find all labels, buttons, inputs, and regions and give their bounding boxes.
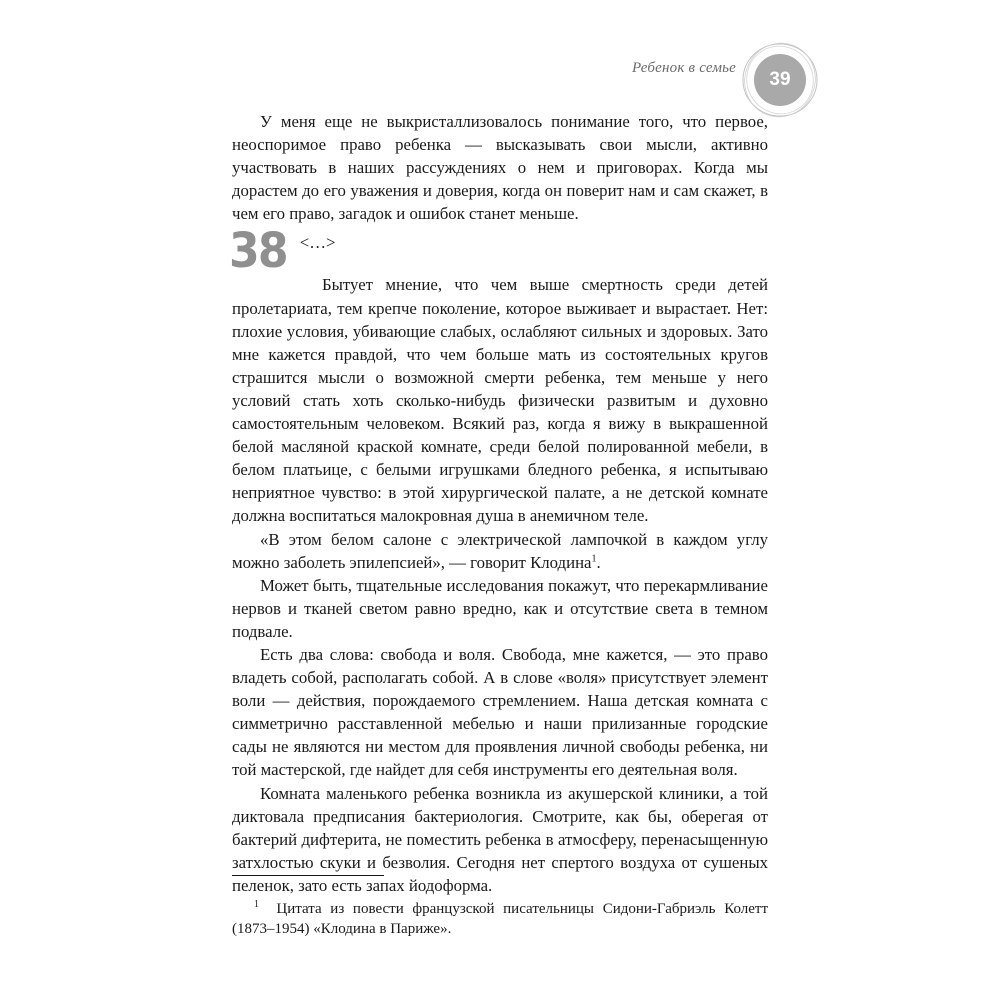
page-header [0, 40, 820, 100]
section-heading [229, 223, 768, 280]
section-number: 38 [229, 223, 287, 280]
section-paragraph-3: Может быть, тщательные исследования покажут, что перекармливание нервов и тканей светом равно вредно, как и отсутствие света в темном подвале. [232, 575, 768, 641]
running-title: Ребенок в семье [631, 60, 736, 76]
page-number-badge [740, 40, 820, 120]
footnote [232, 899, 768, 939]
section-paragraph-1: Бытует мнение, что чем выше смертность среди детей пролетариата, тем крепче поколение, которое выживает и вырастает. Нет: плохие условия, убивающие слабых, ослабляют сильных и здоровых. Зато мне кажется правдой, что чем больше мать из состоятельных кругов страшится мысли о возможной смерти ребенка, тем меньше у него условий стать хоть сколько-нибудь физически развитым и духовно самостоятельным человеком. Всякий раз, когда я вижу в выкрашенной белой масляной краской комнате, среди белой полированной мебели, в белом платьице, с белыми игрушками бледного ребенка, я испытываю неприятное чувство: в этой хирургической палате, а не детской комнате должна воспитаться малокровная душа в анемичном теле. [232, 275, 768, 526]
section-paragraph-5: Комната маленького ребенка возникла из акушерской клиники, а той диктовала предписания бактериология. Смотрите, как бы, оберегая от бактерий дифтерита, не поместить ребенка в атмосферу, перенасыщенную затхлостью скуки и безволия. Сегодня нет спертого воздуха от сушеных пеленок, зато есть запах йодоформа. [232, 783, 768, 895]
footnote-divider [232, 875, 384, 876]
footnote-marker: 1 [254, 899, 259, 910]
quote-paragraph [232, 528, 768, 574]
section-paragraph-4: Есть два слова: свобода и воля. Свобода, мне кажется, — это право владеть собой, располагать собой. А в слове «воля» присутствует элемент воли — действия, порождаемого стремлением. Наша детская комната с симметрично расставленной мебелью и наши прилизанные городские сады не являются ни местом для проявления личной свободы ребенка, ни той мастерской, где найдет для себя инструменты его деятельная воля. [232, 644, 768, 780]
intro-paragraph: У меня еще не выкристаллизовалось понимание того, что первое, неоспоримое право ребенка — высказывать свои мысли, активно участвовать в наших рассуждениях о нем и приговорах. Когда мы дорастем до его уважения и доверия, когда он поверит нам и сам скажет, в чем его право, загадок и ошибок станет меньше. [232, 112, 768, 224]
page-number: 39 [769, 69, 791, 90]
main-text [229, 110, 768, 897]
quote-end: . [596, 552, 601, 572]
omission-marker: <…> [299, 233, 336, 253]
footnote-reference: 1 [591, 553, 597, 564]
quote-text: «В этом белом салоне с электрической лампочкой в каждом углу можно заболеть эпилепсией», — говорит Клодина [232, 529, 768, 572]
footnote-text: Цитата из повести французской писательницы Сидони-Габриэль Колетт (1873–1954) «Клодина в Париже». [232, 901, 769, 937]
